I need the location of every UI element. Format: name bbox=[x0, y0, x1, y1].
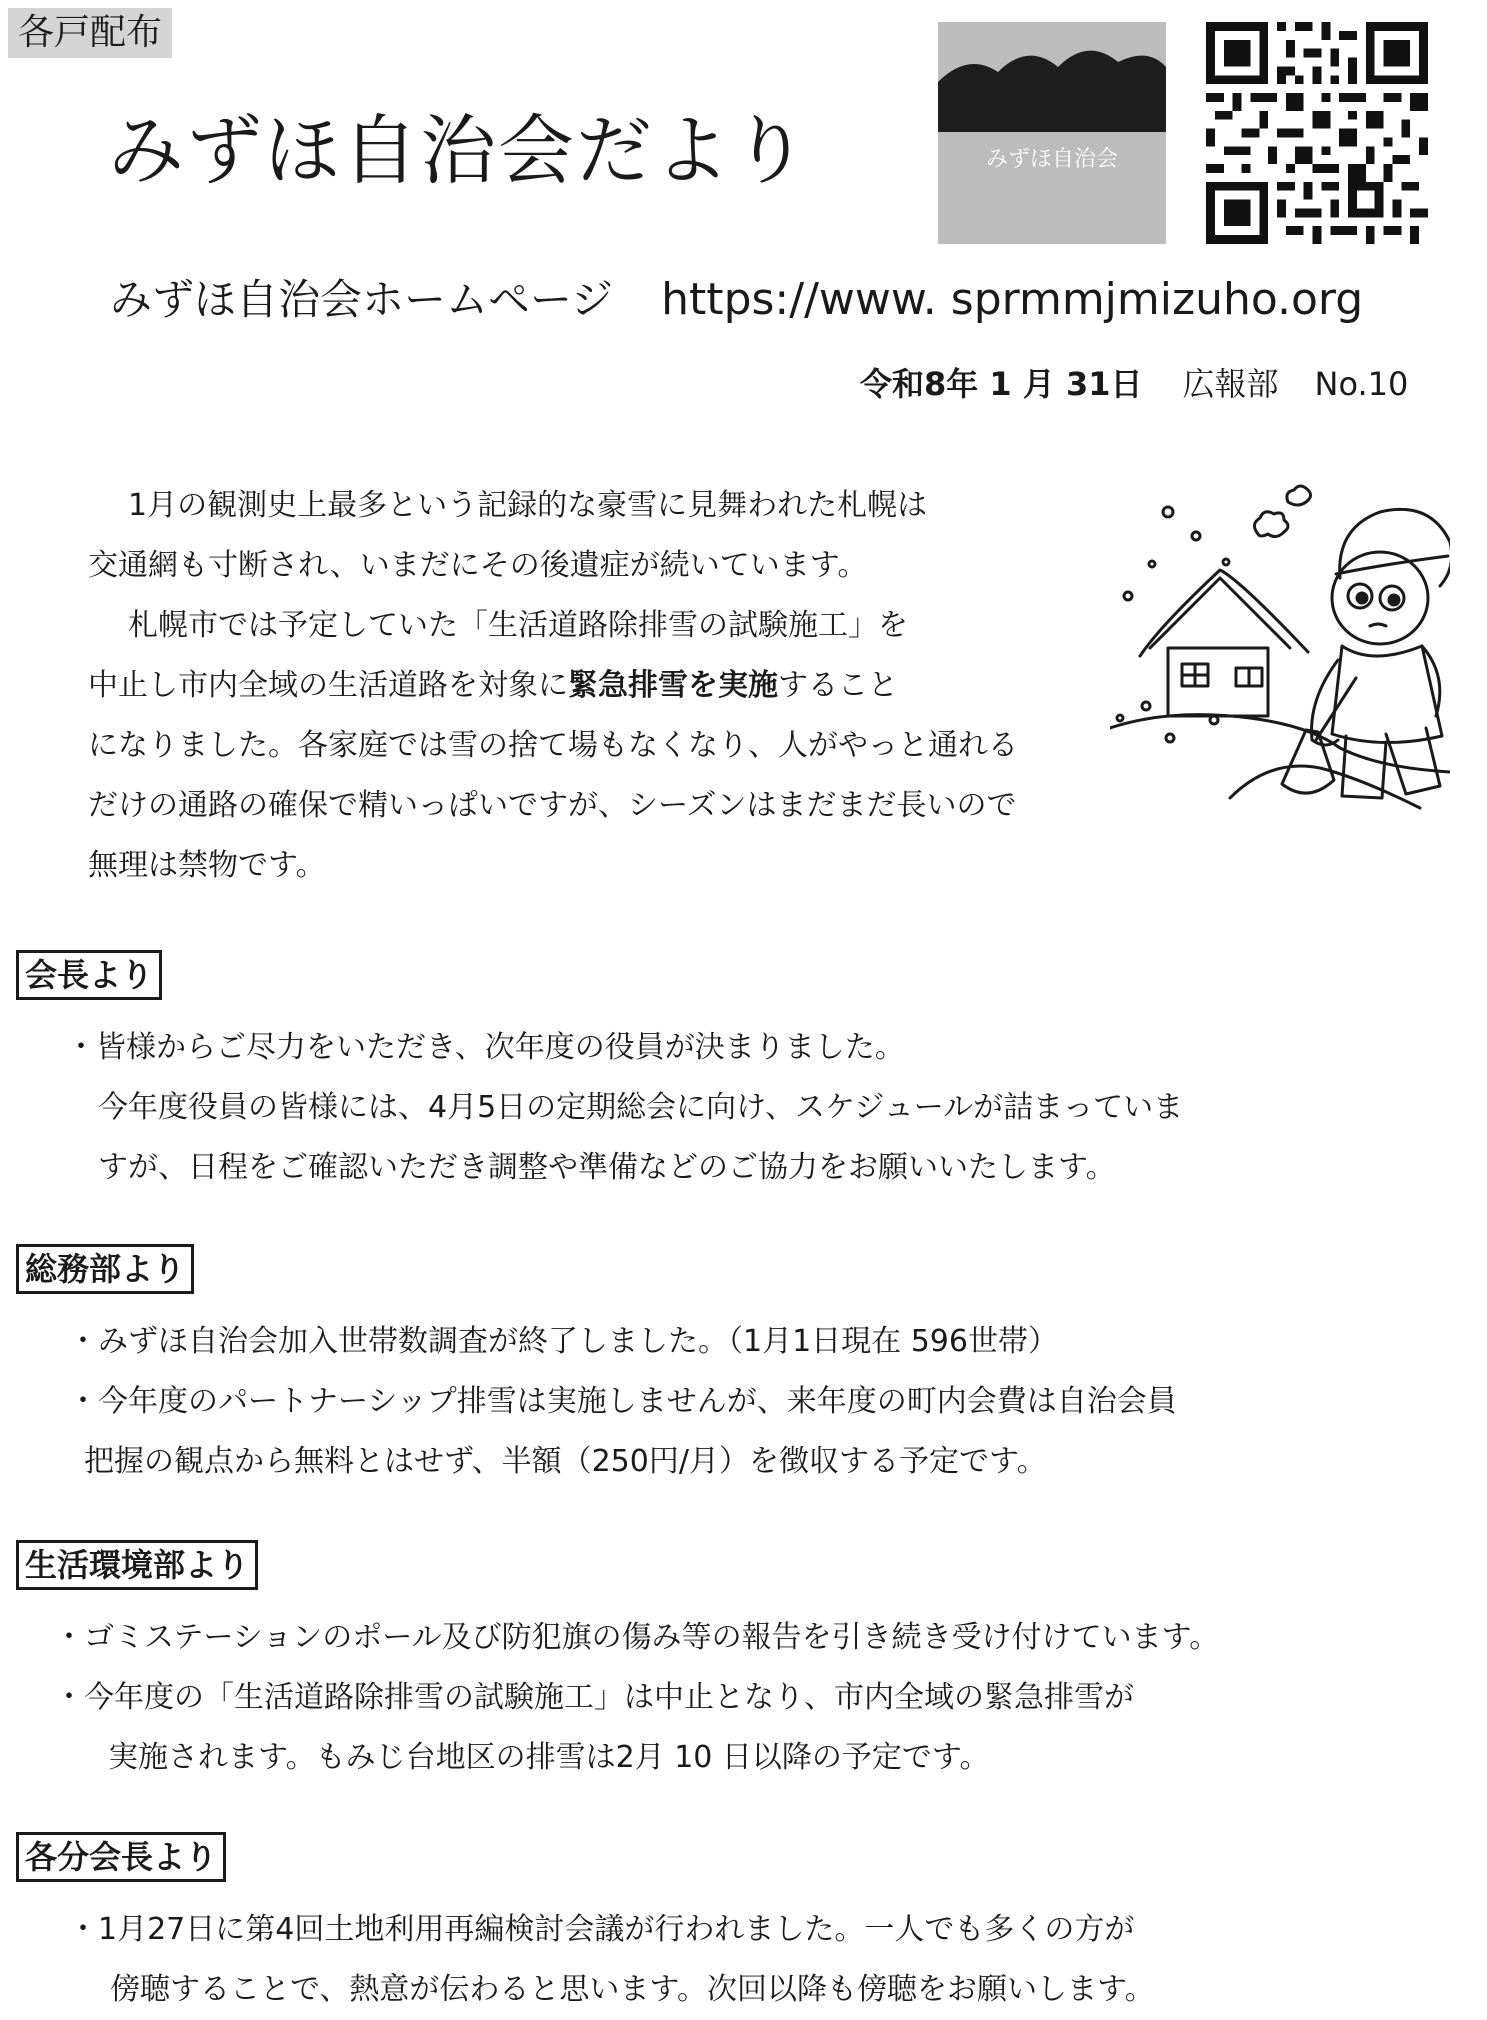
homepage-line bbox=[110, 270, 1363, 330]
logo-mountains-graphic bbox=[938, 22, 1166, 244]
section-line: ・皆様からご尽力をいただき、次年度の役員が決まりました。 bbox=[66, 1030, 905, 1065]
section-living-environment bbox=[16, 1540, 1456, 1788]
issue-number: No.10 bbox=[1314, 365, 1409, 403]
section-line: 実施されます。もみじ台地区の排雪は2月 10 日以降の予定です。 bbox=[108, 1740, 990, 1775]
homepage-url-link[interactable]: https://www. sprmmjmizuho.org bbox=[661, 274, 1364, 325]
issue-info bbox=[860, 362, 1408, 406]
section-line: ・みずほ自治会加入世帯数調査が終了しました。（1月1日現在 596世帯） bbox=[68, 1324, 1058, 1359]
section-heading: 会長より bbox=[16, 950, 162, 1000]
intro-text: 中止し市内全域の生活道路を対象に bbox=[88, 668, 568, 703]
association-logo bbox=[938, 22, 1166, 244]
section-general-affairs bbox=[16, 1244, 1456, 1492]
section-chairman bbox=[16, 950, 1456, 1198]
section-line: ・ゴミステーションのポール及び防犯旗の傷み等の報告を引き続き受け付けています。 bbox=[54, 1620, 1220, 1655]
department: 広報部 bbox=[1182, 365, 1279, 403]
intro-line: だけの通路の確保で精いっぱいですが、シーズンはまだまだ長いので bbox=[88, 788, 1017, 823]
section-line: 今年度役員の皆様には、4月5日の定期総会に向け、スケジュールが詰まっていま bbox=[98, 1090, 1184, 1125]
intro-line: 交通網も寸断され、いまだにその後遺症が続いています。 bbox=[88, 548, 868, 583]
section-heading: 総務部より bbox=[16, 1244, 194, 1294]
intro-line: 1月の観測史上最多という記録的な豪雪に見舞われた札幌は bbox=[128, 488, 928, 523]
section-line: ・今年度の「生活道路除排雪の試験施工」は中止となり、市内全域の緊急排雪が bbox=[54, 1680, 1134, 1715]
intro-line: になりました。各家庭では雪の捨て場もなくなり、人がやっと通れる bbox=[88, 728, 1018, 763]
intro-emphasis: 緊急排雪を実施 bbox=[568, 668, 778, 703]
homepage-label: みずほ自治会ホームページ bbox=[110, 275, 614, 324]
intro-line bbox=[88, 656, 1168, 716]
intro-text: すること bbox=[778, 668, 898, 703]
newsletter-title: みずほ自治会だより bbox=[108, 106, 810, 195]
logo-text: みずほ自治会 bbox=[985, 147, 1118, 172]
section-line: 傍聴することで、熱意が伝わると思います。次回以降も傍聴をお願いします。 bbox=[110, 1972, 1155, 2007]
section-heading: 生活環境部より bbox=[16, 1540, 258, 1590]
section-line: すが、日程をご確認いただき調整や準備などのご協力をお願いいたします。 bbox=[98, 1150, 1116, 1185]
qr-code[interactable] bbox=[1206, 22, 1428, 244]
intro-line: 札幌市では予定していた「生活道路除排雪の試験施工」を bbox=[128, 608, 908, 643]
section-heading: 各分会長より bbox=[16, 1832, 226, 1882]
section-line: 把握の観点から無料とはせず、半額（250円/月）を徴収する予定です。 bbox=[84, 1444, 1047, 1479]
intro-line: 無理は禁物です。 bbox=[88, 848, 326, 883]
section-line: ・1月27日に第4回土地利用再編検討会議が行われました。一人でも多くの方が bbox=[68, 1912, 1135, 1947]
snow-shoveling-illustration bbox=[1110, 478, 1450, 818]
distribution-tag: 各戸配布 bbox=[8, 8, 172, 58]
intro-paragraph bbox=[88, 476, 1168, 896]
section-line: ・今年度のパートナーシップ排雪は実施しませんが、来年度の町内会費は自治会員 bbox=[68, 1384, 1177, 1419]
issue-date: 令和8年 1 月 31日 bbox=[860, 365, 1143, 403]
section-branch-chiefs bbox=[16, 1832, 1456, 2020]
